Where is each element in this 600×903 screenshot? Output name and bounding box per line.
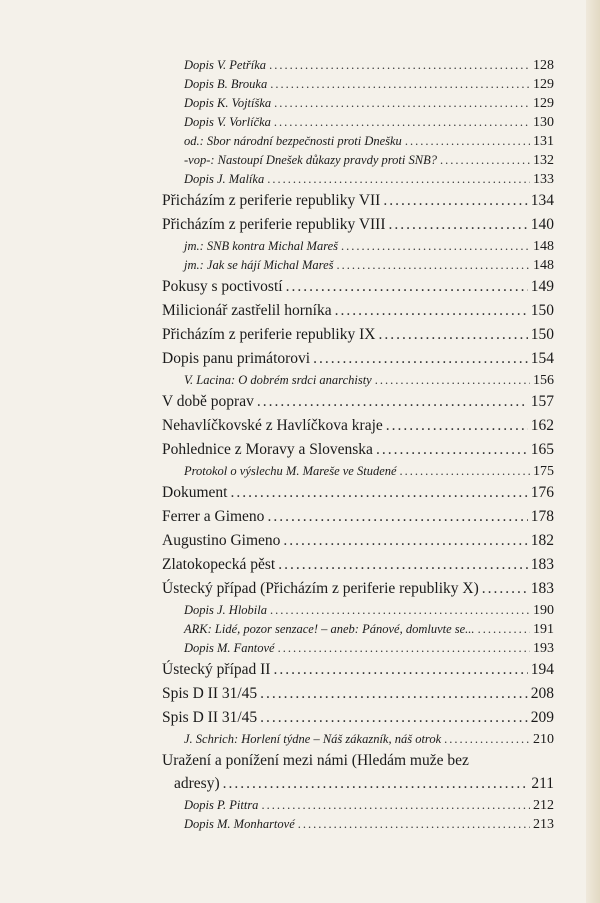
dot-leader xyxy=(386,414,528,438)
dot-leader xyxy=(298,815,530,834)
toc-entry-page: 150 xyxy=(530,302,554,319)
toc-entry-page: 191 xyxy=(533,622,554,637)
toc-entry-title: Ústecký případ (Přicházím z periferie republiky X) xyxy=(162,580,479,597)
toc-entry-title: Milicionář zastřelil horníka xyxy=(162,302,332,319)
toc-entry-page: 213 xyxy=(533,817,554,832)
toc-entry-page: 175 xyxy=(533,464,554,479)
dot-leader xyxy=(273,658,527,682)
dot-leader xyxy=(286,275,528,299)
toc-entry-page: 157 xyxy=(530,393,554,410)
dot-leader xyxy=(378,323,527,347)
toc-subentry xyxy=(162,56,554,75)
toc-entry xyxy=(162,323,554,347)
toc-subentry xyxy=(162,132,554,151)
toc-entry-page: 178 xyxy=(530,508,554,525)
toc-entry-title: Dopis M. Fantové xyxy=(184,641,275,655)
toc-entry-page: 156 xyxy=(533,373,554,388)
toc-entry-page: 128 xyxy=(533,58,554,73)
dot-leader xyxy=(313,347,528,371)
dot-leader xyxy=(260,682,528,706)
toc-entry-page: 176 xyxy=(530,484,554,501)
toc-entry-page: 194 xyxy=(530,661,554,678)
dot-leader xyxy=(257,390,528,414)
toc-subentry xyxy=(162,462,554,481)
toc-entry-page: 162 xyxy=(530,417,554,434)
toc-subentry xyxy=(162,256,554,275)
toc-entry-page: 129 xyxy=(533,96,554,111)
toc-entry-page: 193 xyxy=(533,641,554,656)
toc-entry-page: 148 xyxy=(533,258,554,273)
toc-entry-page: 149 xyxy=(530,278,554,295)
dot-leader xyxy=(261,796,530,815)
toc-entry xyxy=(162,658,554,682)
toc-entry xyxy=(162,481,554,505)
dot-leader xyxy=(270,75,530,94)
toc-entry-continuation xyxy=(162,772,554,796)
toc-entry xyxy=(162,390,554,414)
toc-entry-page: 148 xyxy=(533,239,554,254)
toc-entry-title: J. Schrich: Horlení týdne – Náš zákazník, náš otrok xyxy=(184,732,442,746)
toc-entry xyxy=(162,275,554,299)
toc-entry-title: V době poprav xyxy=(162,393,254,410)
toc-entry-page: 210 xyxy=(533,732,554,747)
toc-entry-title: od.: Sbor národní bezpečnosti proti Dnešku xyxy=(184,134,402,148)
toc-subentry xyxy=(162,94,554,113)
toc-subentry xyxy=(162,639,554,658)
toc-entry-page: 212 xyxy=(533,798,554,813)
dot-leader xyxy=(283,529,527,553)
dot-leader xyxy=(405,132,530,151)
toc-entry-title: Dopis J. Hlobila xyxy=(184,603,267,617)
toc-entry-title: Dopis V. Vorlíčka xyxy=(184,115,271,129)
toc-entry-title: Zlatokopecká pěst xyxy=(162,556,276,573)
dot-leader xyxy=(269,56,530,75)
toc-entry-title: Dokument xyxy=(162,484,228,501)
dot-leader xyxy=(267,170,530,189)
dot-leader xyxy=(376,438,528,462)
dot-leader xyxy=(223,772,529,796)
toc-entry-page: 140 xyxy=(530,216,554,233)
toc-entry-title: Pohlednice z Moravy a Slovenska xyxy=(162,441,373,458)
dot-leader xyxy=(337,256,531,275)
toc-entry-title: Augustino Gimeno xyxy=(162,532,281,549)
dot-leader xyxy=(278,553,528,577)
dot-leader xyxy=(260,706,528,730)
toc-subentry xyxy=(162,601,554,620)
toc-entry-title: jm.: SNB kontra Michal Mareš xyxy=(184,239,339,253)
toc-subentry xyxy=(162,815,554,834)
page-edge xyxy=(586,0,600,903)
toc-entry-title: -vop-: Nastoupí Dnešek důkazy pravdy proti SNB? xyxy=(184,153,437,167)
toc-entry-title: jm.: Jak se hájí Michal Mareš xyxy=(184,258,334,272)
toc-subentry xyxy=(162,113,554,132)
toc-entry xyxy=(162,529,554,553)
toc-entry-title: Nehavlíčkovské z Havlíčkova kraje xyxy=(162,417,383,434)
toc-entry-page: 190 xyxy=(533,603,554,618)
toc-entry xyxy=(162,213,554,237)
dot-leader xyxy=(267,505,527,529)
toc-entry-title: Uražení a ponížení mezi námi (Hledám muže bez xyxy=(162,752,469,769)
dot-leader xyxy=(440,151,530,170)
toc-entry-title: Dopis K. Vojtíška xyxy=(184,96,272,110)
toc-entry-title: Přicházím z periferie republiky IX xyxy=(162,326,376,343)
dot-leader xyxy=(478,620,530,639)
toc-entry-page: 211 xyxy=(531,775,554,792)
toc-entry xyxy=(162,682,554,706)
table-of-contents xyxy=(162,56,554,834)
toc-entry-page: 165 xyxy=(530,441,554,458)
toc-entry xyxy=(162,577,554,601)
toc-entry xyxy=(162,347,554,371)
toc-entry xyxy=(162,706,554,730)
toc-entry xyxy=(162,749,554,796)
toc-entry-title: ARK: Lidé, pozor senzace! – aneb: Pánové, domluvte se... xyxy=(184,622,475,636)
toc-entry-title: Přicházím z periferie republiky VII xyxy=(162,192,381,209)
toc-entry-title: Protokol o výslechu M. Mareše ve Studené xyxy=(184,464,397,478)
toc-entry-page: 183 xyxy=(530,580,554,597)
toc-entry xyxy=(162,414,554,438)
toc-subentry xyxy=(162,730,554,749)
dot-leader xyxy=(278,639,530,658)
toc-entry-page: 132 xyxy=(533,153,554,168)
dot-leader xyxy=(444,730,530,749)
dot-leader xyxy=(274,94,530,113)
toc-entry-page: 134 xyxy=(530,192,554,209)
toc-subentry xyxy=(162,620,554,639)
toc-subentry xyxy=(162,75,554,94)
toc-entry-title: Dopis P. Pittra xyxy=(184,798,259,812)
dot-leader xyxy=(341,237,530,256)
toc-entry-title: V. Lacina: O dobrém srdci anarchisty xyxy=(184,373,372,387)
toc-entry xyxy=(162,505,554,529)
dot-leader xyxy=(274,113,530,132)
toc-entry xyxy=(162,299,554,323)
toc-entry xyxy=(162,189,554,213)
dot-leader xyxy=(389,213,528,237)
toc-entry-title: Ferrer a Gimeno xyxy=(162,508,265,525)
toc-entry-page: 133 xyxy=(533,172,554,187)
toc-entry-title: Spis D II 31/45 xyxy=(162,709,258,726)
dot-leader xyxy=(482,577,528,601)
toc-subentry xyxy=(162,796,554,815)
toc-entry-title: Spis D II 31/45 xyxy=(162,685,258,702)
dot-leader xyxy=(270,601,530,620)
toc-entry-page: 154 xyxy=(530,350,554,367)
toc-entry-page: 131 xyxy=(533,134,554,149)
toc-subentry xyxy=(162,371,554,390)
toc-entry-title: Dopis J. Malíka xyxy=(184,172,265,186)
toc-entry-page: 209 xyxy=(530,709,554,726)
toc-subentry xyxy=(162,170,554,189)
toc-entry-title: Pokusy s poctivostí xyxy=(162,278,283,295)
toc-entry-page: 150 xyxy=(530,326,554,343)
toc-entry-page: 182 xyxy=(530,532,554,549)
dot-leader xyxy=(335,299,528,323)
dot-leader xyxy=(375,371,530,390)
toc-subentry xyxy=(162,237,554,256)
toc-entry xyxy=(162,553,554,577)
toc-entry-title: Přicházím z periferie republiky VIII xyxy=(162,216,386,233)
toc-entry-title: Dopis M. Monhartové xyxy=(184,817,295,831)
toc-entry-title: Dopis V. Petříka xyxy=(184,58,267,72)
dot-leader xyxy=(383,189,527,213)
toc-entry xyxy=(162,438,554,462)
toc-subentry xyxy=(162,151,554,170)
toc-entry-page: 129 xyxy=(533,77,554,92)
dot-leader xyxy=(400,462,530,481)
toc-entry-page: 130 xyxy=(533,115,554,130)
dot-leader xyxy=(230,481,527,505)
toc-entry-title: Ústecký případ II xyxy=(162,661,271,678)
toc-entry-title: Dopis panu primátorovi xyxy=(162,350,311,367)
toc-entry-title-continued: adresy) xyxy=(174,775,220,792)
toc-entry-page: 183 xyxy=(530,556,554,573)
toc-entry-page: 208 xyxy=(530,685,554,702)
toc-entry-title: Dopis B. Brouka xyxy=(184,77,268,91)
